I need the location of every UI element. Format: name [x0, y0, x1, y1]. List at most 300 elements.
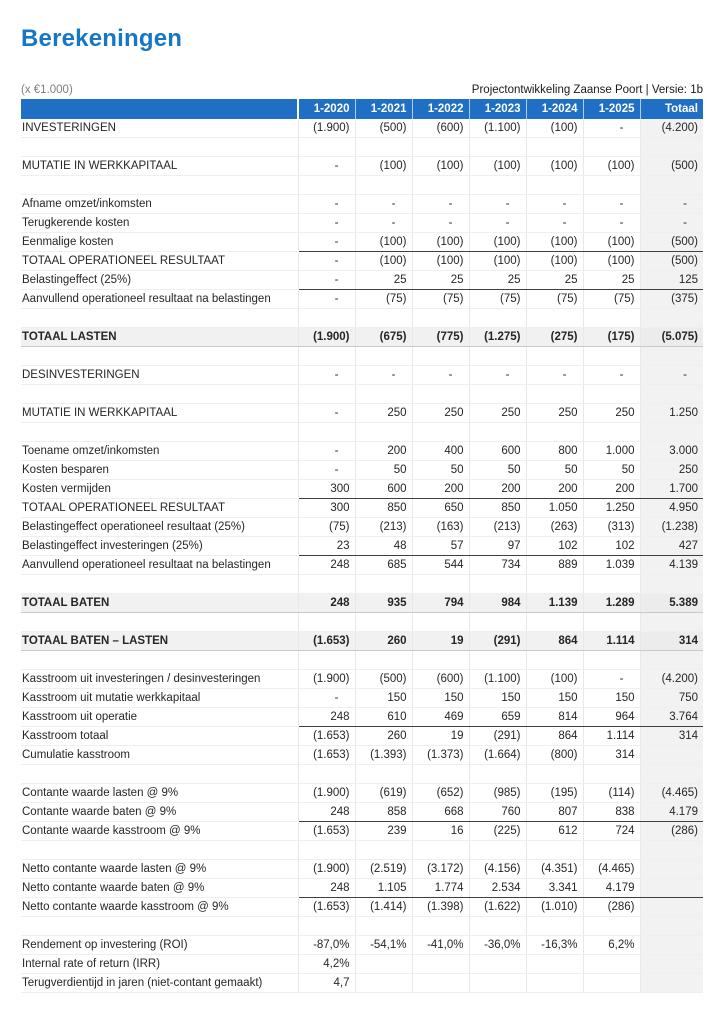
table-row — [21, 233, 703, 252]
table-row — [21, 879, 703, 898]
cell-value — [469, 651, 526, 670]
cell-value: 150 — [526, 689, 583, 708]
cell-value: (75) — [412, 290, 469, 309]
cell-value: 1.700 — [640, 480, 703, 499]
table-row — [21, 328, 703, 347]
cell-value: (1.664) — [469, 746, 526, 765]
cell-value: - — [526, 195, 583, 214]
cell-value: (213) — [355, 518, 412, 537]
cell-value — [640, 138, 703, 157]
cell-value: (100) — [412, 233, 469, 252]
cell-value: (286) — [583, 898, 640, 917]
cell-value — [298, 385, 355, 404]
cell-value: 200 — [355, 442, 412, 461]
cell-value: (1.653) — [298, 898, 355, 917]
cell-value — [355, 423, 412, 442]
cell-value — [583, 765, 640, 784]
cell-value: (100) — [583, 233, 640, 252]
row-label: Netto contante waarde baten @ 9% — [21, 879, 298, 898]
cell-value: 239 — [355, 822, 412, 841]
cell-value: -36,0% — [469, 936, 526, 955]
table-body — [21, 119, 703, 993]
cell-value: (100) — [469, 233, 526, 252]
cell-value: (1.010) — [526, 898, 583, 917]
cell-value: 1.050 — [526, 499, 583, 518]
cell-value — [298, 613, 355, 632]
cell-value: 200 — [469, 480, 526, 499]
table-row — [21, 860, 703, 879]
row-label: Netto contante waarde kasstroom @ 9% — [21, 898, 298, 917]
cell-value: (1.622) — [469, 898, 526, 917]
row-label: Kosten besparen — [21, 461, 298, 480]
cell-value: - — [583, 195, 640, 214]
cell-value: -16,3% — [526, 936, 583, 955]
table-row — [21, 841, 703, 860]
table-row — [21, 974, 703, 993]
cell-value: 685 — [355, 556, 412, 575]
table-row — [21, 252, 703, 271]
cell-value — [583, 138, 640, 157]
cell-value — [355, 347, 412, 366]
cell-value: - — [298, 366, 355, 385]
table-row — [21, 575, 703, 594]
table-row — [21, 594, 703, 613]
table-row — [21, 632, 703, 651]
table-row — [21, 613, 703, 632]
cell-value: (263) — [526, 518, 583, 537]
cell-value — [469, 309, 526, 328]
cell-value: -87,0% — [298, 936, 355, 955]
cell-value: 734 — [469, 556, 526, 575]
cell-value: 807 — [526, 803, 583, 822]
cell-value — [526, 651, 583, 670]
cell-value — [298, 651, 355, 670]
cell-value: (313) — [583, 518, 640, 537]
row-label — [21, 138, 298, 157]
row-label: Kasstroom totaal — [21, 727, 298, 746]
cell-value — [526, 176, 583, 195]
column-header-total: Totaal — [640, 99, 703, 119]
cell-value — [526, 841, 583, 860]
table-row — [21, 290, 703, 309]
cell-value: - — [583, 214, 640, 233]
cell-value — [412, 841, 469, 860]
cell-value — [640, 879, 703, 898]
cell-value: (775) — [412, 328, 469, 347]
cell-value: (1.373) — [412, 746, 469, 765]
cell-value: 314 — [583, 746, 640, 765]
cell-value: 1.289 — [583, 594, 640, 613]
row-label: Contante waarde lasten @ 9% — [21, 784, 298, 803]
cell-value: (75) — [298, 518, 355, 537]
row-label: Cumulatie kasstroom — [21, 746, 298, 765]
row-label — [21, 575, 298, 594]
cell-value: (1.653) — [298, 632, 355, 651]
row-label: Belastingeffect (25%) — [21, 271, 298, 290]
cell-value: - — [583, 366, 640, 385]
cell-value: (163) — [412, 518, 469, 537]
row-label — [21, 385, 298, 404]
cell-value: (100) — [583, 252, 640, 271]
cell-value: 50 — [469, 461, 526, 480]
cell-value: 600 — [355, 480, 412, 499]
cell-value — [583, 423, 640, 442]
cell-value: (1.653) — [298, 727, 355, 746]
cell-value: (75) — [583, 290, 640, 309]
cell-value: -54,1% — [355, 936, 412, 955]
cell-value: - — [298, 195, 355, 214]
row-label — [21, 765, 298, 784]
cell-value: (75) — [469, 290, 526, 309]
cell-value: 1.000 — [583, 442, 640, 461]
cell-value: 314 — [640, 727, 703, 746]
row-label: Rendement op investering (ROI) — [21, 936, 298, 955]
cell-value: - — [298, 233, 355, 252]
cell-value — [583, 651, 640, 670]
cell-value: 4.139 — [640, 556, 703, 575]
cell-value: 260 — [355, 727, 412, 746]
row-label: Kasstroom uit investeringen / desinvesteringen — [21, 670, 298, 689]
cell-value: 610 — [355, 708, 412, 727]
cell-value: - — [355, 214, 412, 233]
cell-value: - — [355, 366, 412, 385]
cell-value: (375) — [640, 290, 703, 309]
cell-value: - — [469, 214, 526, 233]
table-row — [21, 708, 703, 727]
cell-value — [469, 613, 526, 632]
cell-value — [640, 613, 703, 632]
cell-value: 250 — [640, 461, 703, 480]
cell-value — [640, 898, 703, 917]
cell-value: (275) — [526, 328, 583, 347]
row-label: TOTAAL LASTEN — [21, 328, 298, 347]
cell-value: (100) — [355, 157, 412, 176]
cell-value: 1.105 — [355, 879, 412, 898]
cell-value: (4.200) — [640, 670, 703, 689]
cell-value: (1.900) — [298, 328, 355, 347]
cell-value — [583, 955, 640, 974]
cell-value: (100) — [355, 233, 412, 252]
cell-value: (500) — [355, 119, 412, 138]
cell-value: (800) — [526, 746, 583, 765]
cell-value: 3.764 — [640, 708, 703, 727]
cell-value: 5.389 — [640, 594, 703, 613]
cell-value: 3.000 — [640, 442, 703, 461]
cell-value: (1.398) — [412, 898, 469, 917]
cell-value: (4.351) — [526, 860, 583, 879]
row-label — [21, 423, 298, 442]
column-header-year: 1-2023 — [469, 99, 526, 119]
cell-value: 794 — [412, 594, 469, 613]
cell-value: - — [412, 214, 469, 233]
row-label: Toename omzet/inkomsten — [21, 442, 298, 461]
table-row — [21, 670, 703, 689]
row-label: Belastingeffect operationeel resultaat (25%) — [21, 518, 298, 537]
cell-value: 248 — [298, 556, 355, 575]
cell-value — [298, 309, 355, 328]
cell-value: 1.250 — [640, 404, 703, 423]
cell-value — [355, 385, 412, 404]
row-label — [21, 347, 298, 366]
cell-value — [412, 176, 469, 195]
cell-value — [469, 385, 526, 404]
table-row — [21, 461, 703, 480]
cell-value: (1.653) — [298, 822, 355, 841]
cell-value — [640, 860, 703, 879]
cell-value — [298, 575, 355, 594]
cell-value: (100) — [526, 157, 583, 176]
cell-value: - — [355, 195, 412, 214]
cell-value: (100) — [412, 157, 469, 176]
cell-value: (291) — [469, 727, 526, 746]
cell-value: 1.139 — [526, 594, 583, 613]
column-header-year: 1-2022 — [412, 99, 469, 119]
cell-value: (4.465) — [640, 784, 703, 803]
cell-value: 6,2% — [583, 936, 640, 955]
row-label — [21, 651, 298, 670]
cell-value: - — [412, 195, 469, 214]
cell-value: (100) — [526, 233, 583, 252]
cell-value: 150 — [583, 689, 640, 708]
cell-value: (114) — [583, 784, 640, 803]
cell-value — [298, 841, 355, 860]
cell-value: 50 — [583, 461, 640, 480]
table-row — [21, 727, 703, 746]
cell-value: 200 — [412, 480, 469, 499]
cell-value — [526, 917, 583, 936]
cell-value: 800 — [526, 442, 583, 461]
cell-value: 19 — [412, 632, 469, 651]
row-label: Kasstroom uit mutatie werkkapitaal — [21, 689, 298, 708]
cell-value: 469 — [412, 708, 469, 727]
cell-value — [412, 138, 469, 157]
cell-value — [298, 176, 355, 195]
cell-value: 1.039 — [583, 556, 640, 575]
cell-value: 4.950 — [640, 499, 703, 518]
cell-value: 838 — [583, 803, 640, 822]
cell-value: 250 — [412, 404, 469, 423]
cell-value — [412, 613, 469, 632]
cell-value: 250 — [583, 404, 640, 423]
row-label: Eenmalige kosten — [21, 233, 298, 252]
cell-value: - — [469, 366, 526, 385]
row-label: TOTAAL OPERATIONEEL RESULTAAT — [21, 499, 298, 518]
cell-value — [469, 423, 526, 442]
cell-value: 300 — [298, 499, 355, 518]
cell-value — [583, 176, 640, 195]
table-row — [21, 765, 703, 784]
cell-value: 25 — [469, 271, 526, 290]
cell-value: (75) — [526, 290, 583, 309]
cell-value: - — [298, 157, 355, 176]
cell-value — [640, 936, 703, 955]
cell-value — [469, 176, 526, 195]
cell-value: (225) — [469, 822, 526, 841]
cell-value: 300 — [298, 480, 355, 499]
cell-value: (100) — [355, 252, 412, 271]
table-row — [21, 537, 703, 556]
cell-value: (619) — [355, 784, 412, 803]
cell-value: (600) — [412, 119, 469, 138]
cell-value: 200 — [526, 480, 583, 499]
cell-value — [298, 138, 355, 157]
cell-value — [640, 309, 703, 328]
cell-value: 25 — [583, 271, 640, 290]
cell-value: (100) — [526, 670, 583, 689]
cell-value: 314 — [640, 632, 703, 651]
cell-value: 25 — [355, 271, 412, 290]
table-row — [21, 499, 703, 518]
column-header-label — [21, 99, 298, 119]
cell-value: 16 — [412, 822, 469, 841]
cell-value: - — [412, 366, 469, 385]
cell-value: 200 — [583, 480, 640, 499]
cell-value: - — [298, 442, 355, 461]
cell-value: (100) — [469, 157, 526, 176]
column-header-year: 1-2025 — [583, 99, 640, 119]
cell-value — [469, 347, 526, 366]
cell-value: 850 — [355, 499, 412, 518]
cell-value: 814 — [526, 708, 583, 727]
cell-value — [640, 176, 703, 195]
cell-value: (1.900) — [298, 860, 355, 879]
cell-value: (1.900) — [298, 119, 355, 138]
cell-value — [469, 955, 526, 974]
cell-value: (3.172) — [412, 860, 469, 879]
cell-value — [583, 841, 640, 860]
cell-value: (75) — [355, 290, 412, 309]
cell-value — [526, 575, 583, 594]
cell-value: 935 — [355, 594, 412, 613]
cell-value: (500) — [355, 670, 412, 689]
row-label: Kasstroom uit operatie — [21, 708, 298, 727]
cell-value: 864 — [526, 727, 583, 746]
table-row — [21, 803, 703, 822]
cell-value — [355, 613, 412, 632]
cell-value — [298, 765, 355, 784]
cell-value: 964 — [583, 708, 640, 727]
cell-value — [640, 385, 703, 404]
cell-value: (4.200) — [640, 119, 703, 138]
table-row — [21, 347, 703, 366]
cell-value: 760 — [469, 803, 526, 822]
cell-value — [583, 575, 640, 594]
column-header-year: 1-2021 — [355, 99, 412, 119]
cell-value — [355, 575, 412, 594]
cell-value — [298, 347, 355, 366]
cell-value: (1.653) — [298, 746, 355, 765]
cell-value: (1.414) — [355, 898, 412, 917]
cell-value: 984 — [469, 594, 526, 613]
cell-value: 102 — [526, 537, 583, 556]
cell-value: 400 — [412, 442, 469, 461]
cell-value: (652) — [412, 784, 469, 803]
cell-value: 850 — [469, 499, 526, 518]
cell-value: 50 — [412, 461, 469, 480]
cell-value — [583, 613, 640, 632]
cell-value: (100) — [412, 252, 469, 271]
table-row — [21, 119, 703, 138]
cell-value: 250 — [469, 404, 526, 423]
table-row — [21, 176, 703, 195]
cell-value — [469, 575, 526, 594]
cell-value — [355, 841, 412, 860]
cell-value — [469, 841, 526, 860]
cell-value — [412, 423, 469, 442]
cell-value: (500) — [640, 252, 703, 271]
cell-value: 248 — [298, 879, 355, 898]
cell-value — [298, 423, 355, 442]
cell-value: 248 — [298, 594, 355, 613]
cell-value: 50 — [526, 461, 583, 480]
row-label: Aanvullend operationeel resultaat na belastingen — [21, 556, 298, 575]
meta-row — [21, 84, 703, 96]
table-row — [21, 309, 703, 328]
cell-value: - — [298, 404, 355, 423]
cell-value: (1.393) — [355, 746, 412, 765]
cell-value: 4,2% — [298, 955, 355, 974]
table-row — [21, 423, 703, 442]
cell-value: 150 — [355, 689, 412, 708]
row-label: Terugkerende kosten — [21, 214, 298, 233]
cell-value: (100) — [469, 252, 526, 271]
cell-value: 2.534 — [469, 879, 526, 898]
table-row — [21, 271, 703, 290]
cell-value: 600 — [469, 442, 526, 461]
table-row — [21, 404, 703, 423]
table-row — [21, 195, 703, 214]
cell-value — [298, 917, 355, 936]
cell-value: 57 — [412, 537, 469, 556]
cell-value: (1.900) — [298, 670, 355, 689]
row-label — [21, 613, 298, 632]
row-label: Netto contante waarde lasten @ 9% — [21, 860, 298, 879]
cell-value: - — [298, 252, 355, 271]
cell-value: - — [298, 214, 355, 233]
row-label — [21, 176, 298, 195]
cell-value: - — [298, 689, 355, 708]
cell-value — [583, 309, 640, 328]
cell-value — [640, 575, 703, 594]
row-label: Kosten vermijden — [21, 480, 298, 499]
cell-value: (2.519) — [355, 860, 412, 879]
cell-value: 48 — [355, 537, 412, 556]
cell-value — [526, 765, 583, 784]
cell-value — [640, 746, 703, 765]
table-row — [21, 955, 703, 974]
cell-value: 1.250 — [583, 499, 640, 518]
cell-value — [355, 974, 412, 993]
row-label: TOTAAL OPERATIONEEL RESULTAAT — [21, 252, 298, 271]
cell-value — [355, 138, 412, 157]
table-row — [21, 784, 703, 803]
cell-value: (100) — [583, 157, 640, 176]
cell-value: 889 — [526, 556, 583, 575]
table-row — [21, 556, 703, 575]
cell-value: 659 — [469, 708, 526, 727]
table-row — [21, 385, 703, 404]
cell-value: (1.275) — [469, 328, 526, 347]
cell-value: (985) — [469, 784, 526, 803]
cell-value — [469, 765, 526, 784]
cell-value — [583, 347, 640, 366]
cell-value: (100) — [526, 119, 583, 138]
cell-value — [583, 385, 640, 404]
cell-value: 97 — [469, 537, 526, 556]
cell-value: 19 — [412, 727, 469, 746]
row-label — [21, 309, 298, 328]
table-row — [21, 366, 703, 385]
